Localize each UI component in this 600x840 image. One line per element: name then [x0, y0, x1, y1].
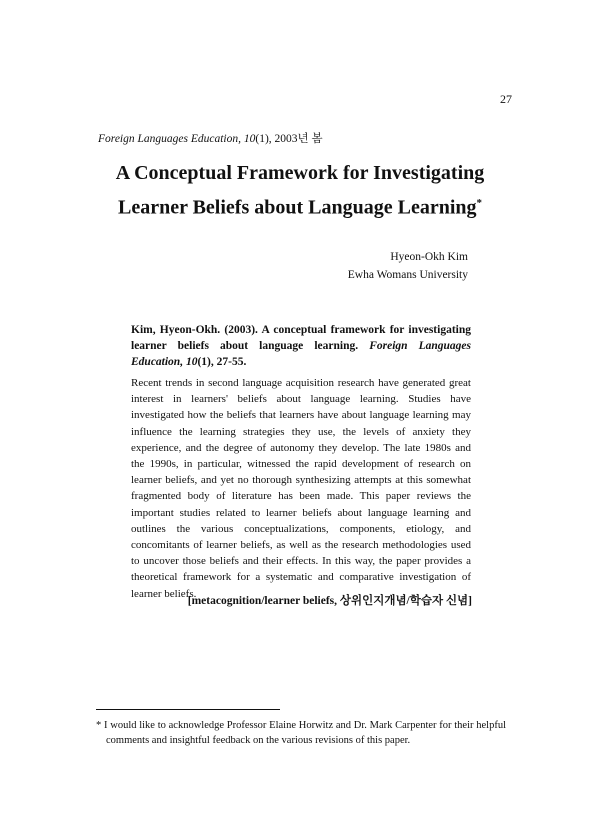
footnote-divider [96, 709, 280, 710]
author-affiliation: Ewha Womans University [347, 269, 468, 281]
author-block [348, 248, 468, 284]
citation-tail: (1), 27-55. [197, 356, 247, 368]
journal-volume: 10 [243, 133, 256, 145]
journal-header [98, 130, 323, 146]
citation-lead: Kim, Hyeon-Okh. (2003). A conceptual framework for investigating learner beliefs about language learning. [131, 324, 471, 352]
abstract: Recent trends in second language acquisition research have generated great interest in learners' beliefs about language learning. Studies have investigated how the beliefs that learners have about language learning may influence the learning strategies they use, the levels of anxiety they experience, and the degree of autonomy they develop. The late 1980s and the 1990s, in particular, witnessed the rapid development of research on learner beliefs, and yet no thorough synthesizing attempts at this somewhat fragmented body of literature has been made. This paper reviews the important studies related to learner beliefs about language learning and outlines the various conceptualizations, components, etiology, and concomitants of learner beliefs, as well as the research methodologies used to uncover those beliefs and their effects. In this way, the paper provides a theoretical framework for a systematic and comparative investigation of learner beliefs. [131, 377, 471, 600]
citation [131, 322, 471, 370]
citation-journal: Foreign Languages Education, 10 [131, 340, 471, 368]
title-line-1: A Conceptual Framework for Investigating [115, 162, 485, 184]
journal-name: Foreign Languages Education, [98, 133, 241, 145]
paper-title [0, 158, 600, 223]
author-name: Hyeon-Okh Kim [390, 251, 468, 263]
journal-issue-year: (1), 2003년 봄 [255, 133, 323, 145]
page-number: 27 [500, 92, 512, 106]
footnote: * I would like to acknowledge Professor Elaine Horwitz and Dr. Mark Carpenter for their helpful comments and insightful feedback on the various revisions of this paper. [96, 720, 506, 746]
title-line-2: Learner Beliefs about Language Learning [117, 196, 477, 219]
title-footnote-marker: * [476, 197, 483, 209]
keywords: [metacognition/learner beliefs, 상위인지개념/학습자 신념] [187, 595, 472, 607]
